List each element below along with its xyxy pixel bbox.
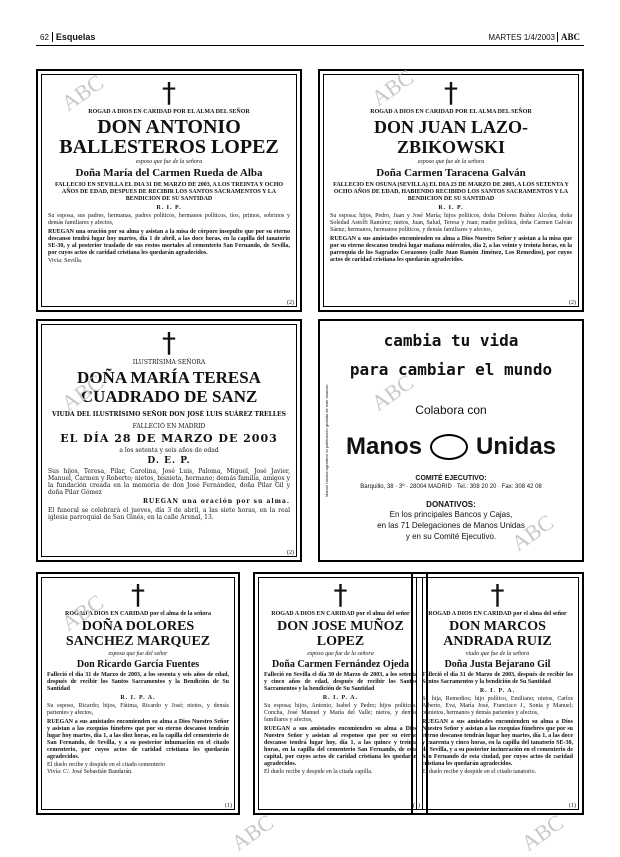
logo-word-2: Unidas — [476, 433, 557, 460]
relation: esposo que fue de la señora — [307, 651, 374, 657]
family: Su esposa; hijos, Antonio, Isabel y Pedro; hijos políticos, Concha, José Manuel y María del Valle; nietos, y demás familiares y afectos, — [264, 703, 417, 723]
ad-line-1: En los principales Bancos y Cajas, — [389, 510, 513, 519]
abc-watermark: ABC — [366, 64, 419, 111]
deceased-name: DON MARCOS ANDRADA RUIZ — [443, 619, 552, 649]
death-info: Falleció en Sevilla el día 30 de Marzo de 2003, a los setenta y cinco años de edad, después de recibir los Santos Sacramentos y la bendición de Su Santidad — [264, 672, 417, 692]
rip: R. I. P. A. — [322, 695, 359, 701]
ad-committee: COMITÉ EJECUTIVO: — [415, 475, 487, 482]
ruegan: RUEGAN a sus amistades encomienden su alma a Dios Nuestro Señor y asistan a la misa que por su eterno descanso tendrá lugar mañana miércoles, día 2, a las veinte y treinta horas, en la parroquia de los Sagrados Corazones (calle Juan Ramón Jiménez, Los Remedios), por cuyos actos de caridad cristiana les quedarán agradecidos. — [330, 236, 572, 263]
ad-line-3: y en su Comité Ejecutivo. — [405, 532, 497, 541]
obituary-lazo — [318, 69, 584, 312]
tail: El duelo recibe y despide en el citado tanatorio. — [422, 769, 537, 775]
obituary-munoz — [253, 572, 428, 815]
tail: El duelo recibe y despide en el citado cementerio — [47, 762, 165, 768]
rip: R. I. P. — [156, 205, 182, 211]
ad-headline-2: para cambiar el mundo — [349, 360, 553, 379]
cross-icon: † — [333, 578, 348, 611]
relation: esposo que fue de la señora — [417, 159, 485, 165]
rip: R. I. P. A. — [120, 695, 156, 701]
tail-2: Vivía: C/. José Sebastián Bandarán. — [47, 769, 133, 775]
family: Su esposa; hijos, Pedro, Juan y José María; hijos políticos, doña Dolores Ibáñez Alcolea, doña Soledad Astolfi Ramírez; nietos, Juan, Salud, Teresa y Juan; madre política, doña Carmen Galván Sáenz; hermanos, hermanos políticos, y demás familiares y afectos, — [330, 213, 572, 233]
family: Su hija, Remedios; hijo político, Emiliano; nietos, Carlos Alberto, Eva, María José, Francisco J., Sonia y Manuel; bisnietos, hermanos y demás parientes y afectos, — [422, 696, 573, 716]
relation: esposa que fue del señor — [108, 651, 168, 657]
deceased-name: DON ANTONIO BALLESTEROS LOPEZ — [59, 116, 279, 158]
intro: ROGAD A DIOS EN CARIDAD POR EL ALMA DEL SEÑOR — [88, 109, 250, 115]
age: a los setenta y seis años de edad — [119, 447, 219, 454]
ad-address: Barquillo, 38 · 3º · 28004 MADRID · Tel.: 308 20 20 · Fax: 308 42 08 — [360, 484, 542, 490]
deceased-name: DOÑA DOLORES SANCHEZ MARQUEZ — [65, 619, 211, 649]
issue-date: MARTES 1/4/2003 — [488, 33, 555, 42]
cross-icon: † — [131, 578, 145, 611]
deceased-name: DON JOSE MUÑOZ LOPEZ — [277, 619, 404, 649]
ad-donations: DONATIVOS: — [426, 500, 476, 509]
tail: Vivía: Sevilla. — [48, 258, 83, 264]
header-rule — [36, 45, 584, 46]
cross-icon: † — [444, 76, 458, 109]
obituary-andrada — [411, 572, 584, 815]
ruegan: RUEGAN una oración por su alma y asistan a la misa de córpore insepulto que por su eterno descanso tendrá lugar hoy martes, día 1 de abril, a las doce horas, en la capilla del tanatorio SE-30, y al posterior traslado de sus restos mortales al cementerio San Fernando, de Sevilla, por cuyos actos de caridad cristiana les quedarán agradecidos. — [48, 229, 290, 256]
death-info: FALLECIO EN SEVILLA EL DIA 31 DE MARZO DE 2003, A LOS TREINTA Y OCHO AÑOS DE EDAD, DESPUES DE RECIBIR LOS SANTOS SACRAMENTOS Y LA BENDICION DE SU SANTIDAD — [54, 182, 284, 202]
ruegan: RUEGAN a sus amistades encomienden su alma a Dios Nuestro Señor y asistan a las exequias fúnebres que por su eterno descanso tendrán lugar hoy martes, día 1, a las doce y cuarenta y cinco horas, en la capilla del tanatorio SE-30, de Sevilla, y a su posterior incineración en el cementerio de San Fernando de esta ciudad, por cuyos actos de caridad cristiana les quedarán agradecidos. — [422, 719, 573, 767]
insertions: (1) — [225, 803, 232, 809]
spouse-name: Don Ricardo García Fuentes — [76, 659, 200, 670]
cross-icon: † — [162, 326, 176, 359]
brand-logo: ABC — [557, 32, 580, 42]
intro: ILUSTRÍSIMA SEÑORA — [132, 359, 206, 366]
page-header — [40, 32, 580, 44]
deceased-name: DOÑA MARÍA TERESA CUADRADO DE SANZ — [77, 368, 261, 406]
ad-credit: Manos Unidas agradece la publicación gratuita de este anuncio — [324, 384, 329, 498]
insertions: (1) — [413, 803, 420, 809]
widow-of: VIUDA DEL ILUSTRÍSIMO SEÑOR DON JOSÉ LUIS SUÁREZ TRELLES — [52, 411, 286, 418]
insertions: (1) — [569, 803, 576, 809]
ruegan: RUEGAN a sus amistades encomienden su alma a Dios Nuestro Señor y asistan al responso que por su eterno descanso tendrá lugar hoy, día 1, a las quince y treinta horas, en la capilla del cementerio San Fernando, de esta capital, por cuyos actos de caridad cristiana les quedarán agradecidos. — [264, 726, 417, 767]
relation: viudo que fue de la señora — [465, 651, 530, 657]
obituary-cuadrado — [36, 319, 302, 562]
family: Su esposo, Ricardo; hijos, Fátima, Ricardo y José; nietos, y demás parientes y afectos, — [47, 703, 229, 716]
section-title: Esquelas — [52, 32, 96, 42]
ad-collaborate: Colabora con — [415, 403, 487, 417]
ad-headline-1: cambia tu vida — [383, 331, 519, 350]
deceased-name: DON JUAN LAZO-ZBIKOWSKI — [373, 117, 528, 157]
relation: esposo que fue de la señora — [135, 159, 203, 165]
death-info: Falleció el día 31 de Marzo de 2003, a los sesenta y seis años de edad, después de recibir los Santos Sacramentos y la Bendición de Su Santidad — [47, 672, 229, 692]
page-number: 62 — [40, 33, 49, 42]
insertions: (2) — [287, 300, 294, 306]
tail: El duelo recibe y despide en la citada capilla. — [264, 769, 373, 775]
abc-watermark: ABC — [226, 809, 279, 856]
logo-word-1: Manos — [345, 433, 422, 460]
spouse-name: Doña Carmen Fernández Ojeda — [272, 659, 409, 670]
death-info: Falleció el día 31 de Marzo de 2003, después de recibir los Santos Sacramentos y la bendición de Su Santidad — [422, 672, 573, 685]
manos-unidas-logo — [320, 433, 582, 461]
rip: R. I. P. A. — [479, 688, 516, 694]
death-date: EL DÍA 28 DE MARZO DE 2003 — [60, 432, 278, 445]
died-in: FALLECIÓ EN MADRID — [132, 423, 206, 430]
abc-watermark: ABC — [56, 589, 109, 636]
insertions: (2) — [287, 550, 294, 556]
abc-watermark: ABC — [366, 369, 419, 416]
cross-icon: † — [162, 76, 176, 109]
intro: ROGAD A DIOS EN CARIDAD por el alma de la señora — [65, 611, 211, 617]
abc-watermark: ABC — [506, 509, 559, 556]
spouse-name: Doña Justa Bejarano Gil — [444, 659, 551, 670]
funeral: El funeral se celebrará el jueves, día 3 de abril, a las siete horas, en la real iglesia parroquial de San Ginés, en la calle Arenal, 13. — [48, 507, 290, 521]
ad-line-2: en las 71 Delegaciones de Manos Unidas — [377, 521, 525, 530]
insertions: (2) — [569, 300, 576, 306]
abc-watermark: ABC — [56, 69, 109, 116]
globe-hands-icon — [430, 434, 468, 460]
family: Su esposa, sus padres, hermanas, padres políticos, hermanos políticos, tíos, primos, sobrinos y demás familiares y afectos, — [48, 213, 290, 226]
family: Sus hijos, Teresa, Pilar, Carolina, José Luis, Paloma, Miguel, José Javier, Manuel, Carmen y Roberto; nietos, bisnieta, hermano; demás familia, amigos y la fundación creada en la memoria de don José Fernández, doña Pilar Gil y doña Pilar Gómez — [48, 468, 290, 496]
intro: ROGAD A DIOS EN CARIDAD por el alma del señor — [428, 611, 567, 617]
spouse-name: Doña Carmen Taracena Galván — [376, 167, 526, 179]
ruegan: RUEGAN a sus amistades encomienden su alma a Dios Nuestro Señor y asistan a las exequias fúnebres que por su eterno descanso tendrán lugar hoy martes, día 1, a las diez horas, en la capilla del cementerio de San Fernando, de Sevilla, y a su posterior inhumación en el citado cementerio, por cuyos actos de caridad cristiana les quedarán agradecidos. — [47, 719, 229, 760]
abc-watermark: ABC — [516, 809, 569, 856]
spouse-name: Doña María del Carmen Rueda de Alba — [75, 167, 263, 179]
rip: R. I. P. — [438, 205, 464, 211]
intro: ROGAD A DIOS EN CARIDAD POR EL ALMA DEL SEÑOR — [370, 109, 532, 115]
death-info: FALLECIO EN OSUNA (SEVILLA) EL DIA 23 DE MARZO DE 2003, A LOS SETENTA Y OCHO AÑOS DE EDAD, HABIENDO RECIBIDO LOS SANTOS SACRAMENTOS Y LA BENDICION DE SU SANTIDAD — [333, 182, 569, 202]
ruegan: RUEGAN una oración por su alma. — [142, 498, 290, 505]
dep: D. E. P. — [147, 456, 191, 466]
intro: ROGAD A DIOS EN CARIDAD por el alma del señor — [271, 611, 410, 617]
abc-watermark: ABC — [56, 369, 109, 416]
cross-icon: † — [490, 578, 505, 611]
